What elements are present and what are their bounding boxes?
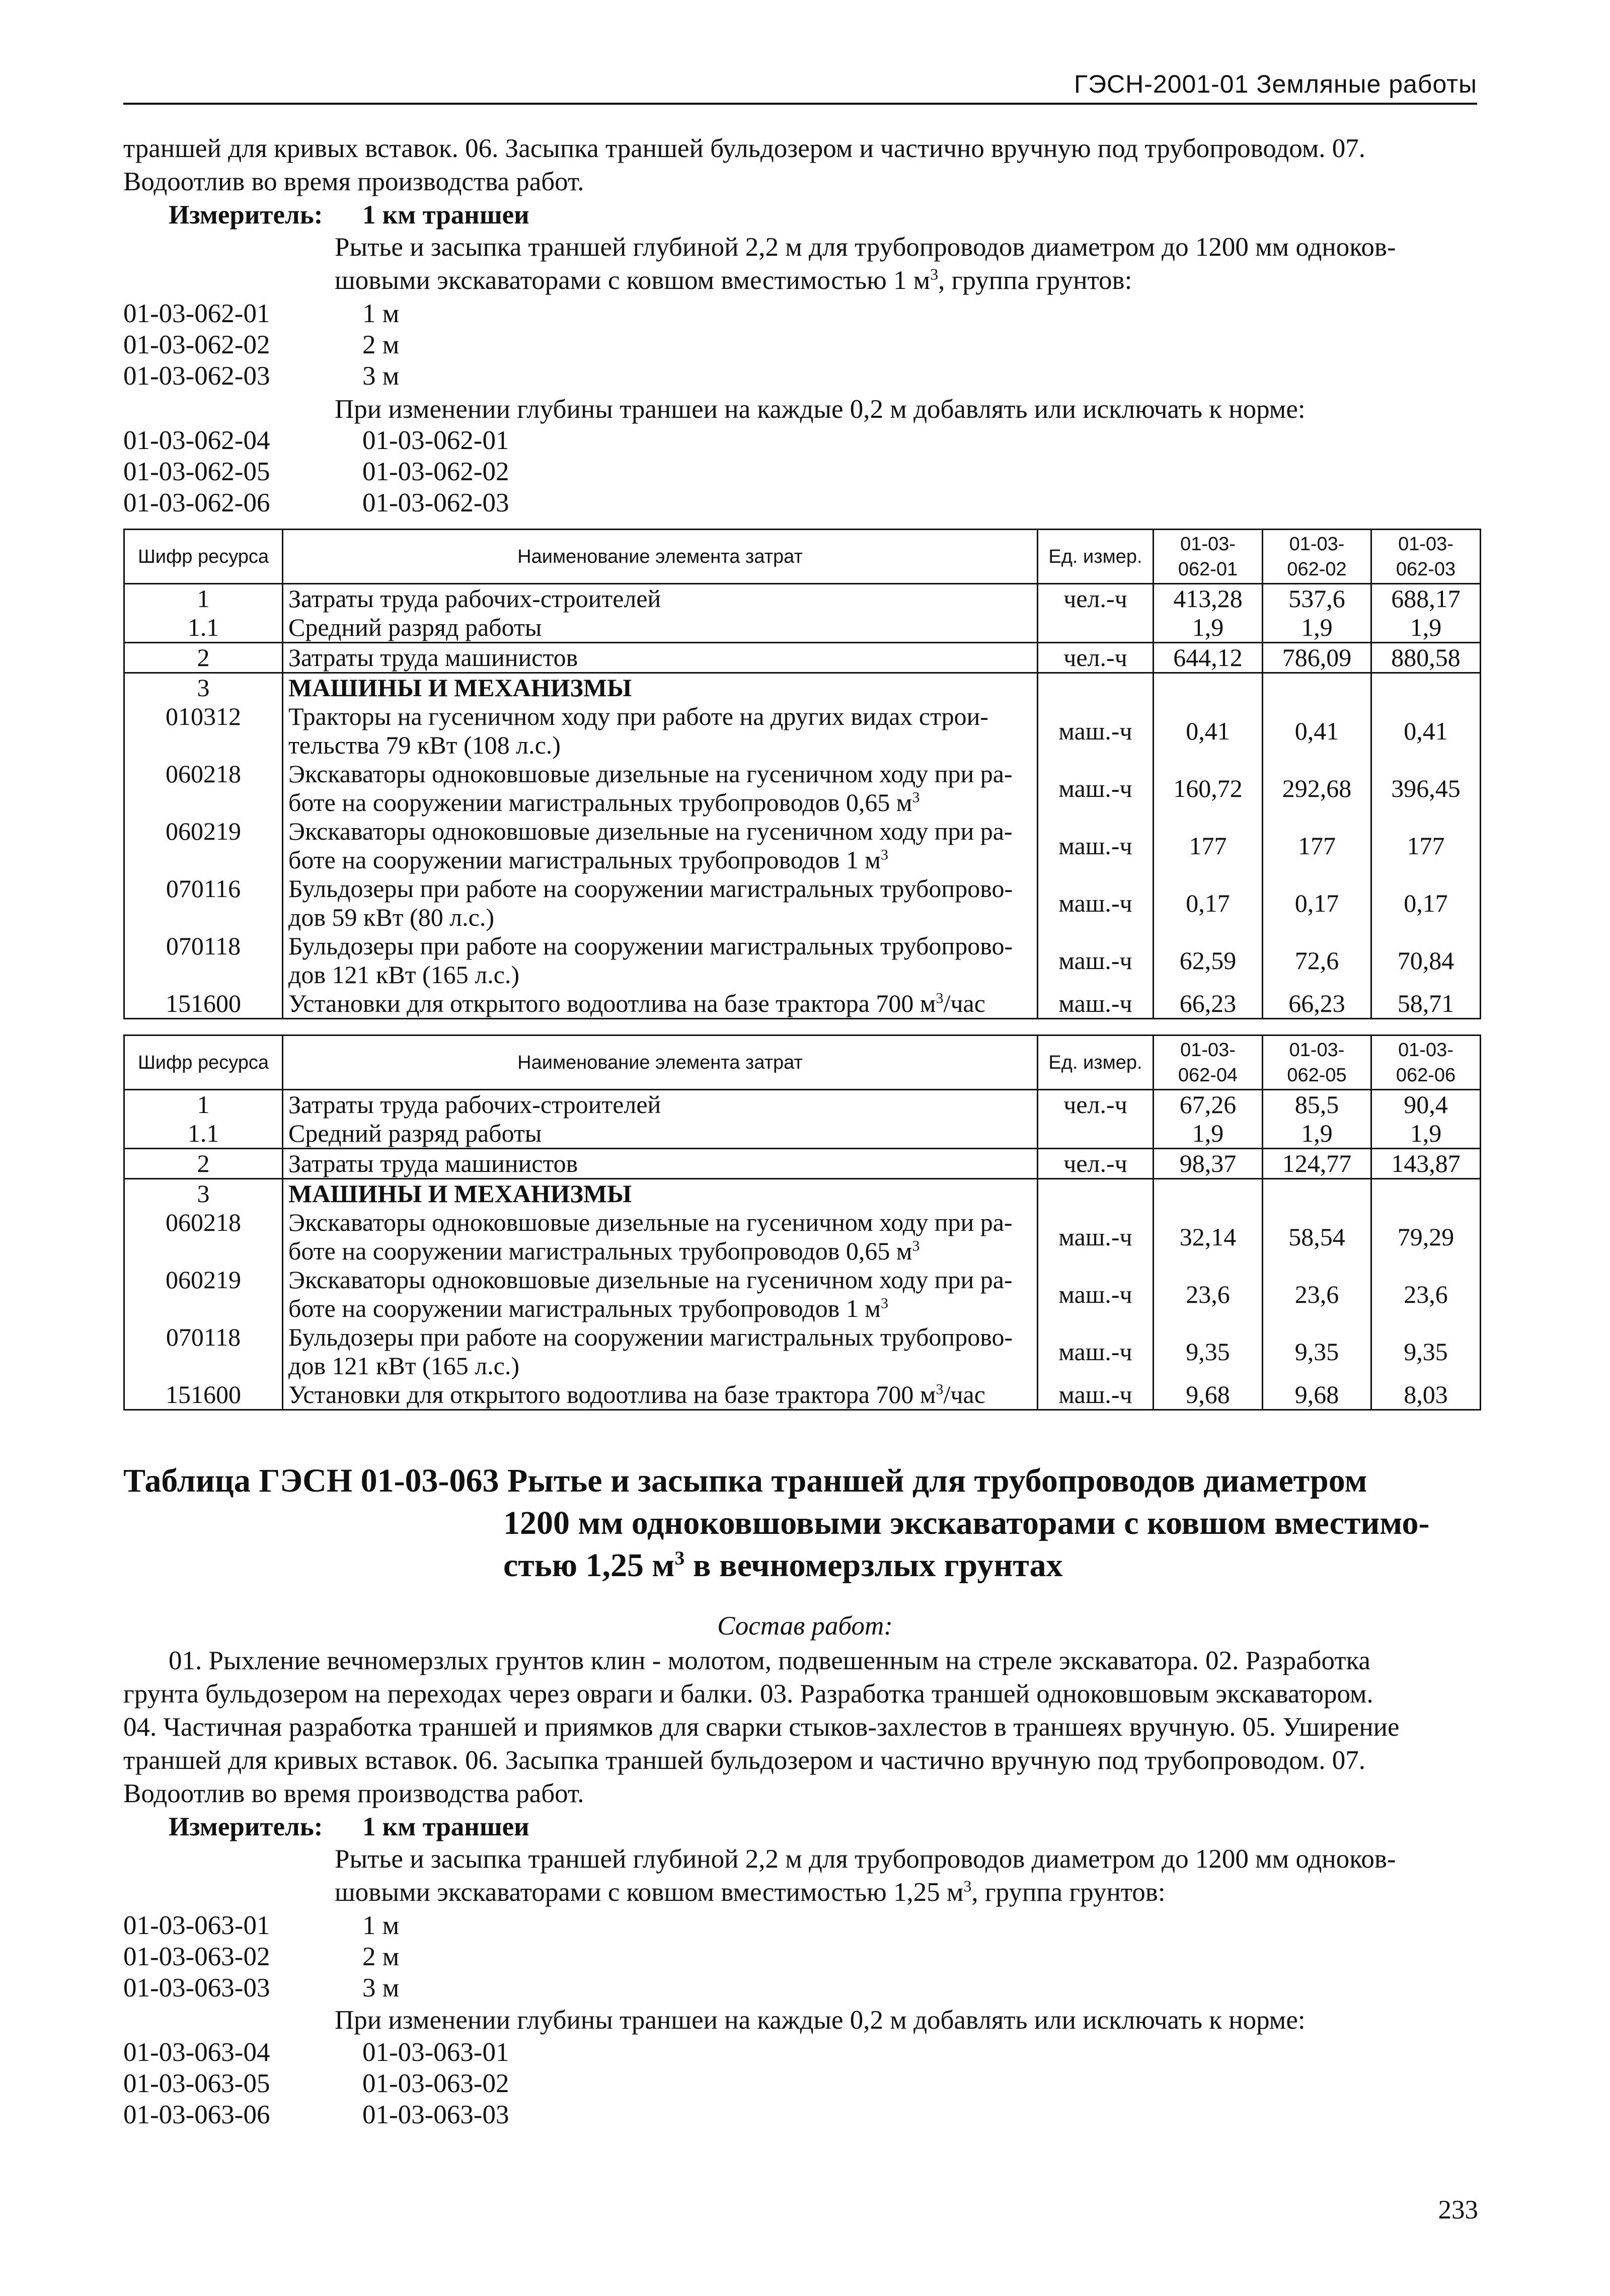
- row-value: 9,68: [1263, 1380, 1371, 1410]
- row-name: Бульдозеры при работе на сооружении магистральных трубопрово- дов 121 кВт (165 л.с.): [283, 932, 1038, 989]
- row-value: 1,9: [1371, 613, 1481, 643]
- row-name: Затраты труда машинистов: [283, 643, 1038, 673]
- row-value: [1371, 1179, 1481, 1209]
- row-name: Затраты труда машинистов: [283, 1149, 1038, 1179]
- row-code: 010312: [124, 702, 283, 760]
- row-value: 177: [1371, 817, 1481, 874]
- adjust-ref: 01-03-062-03: [362, 488, 509, 517]
- row-value: 786,09: [1263, 643, 1371, 673]
- norm-group: 3 м: [362, 361, 400, 391]
- table-row: [124, 817, 1481, 874]
- adjust-code: 01-03-062-06: [123, 488, 270, 517]
- col-header-norm: 01-03- 062-01: [1154, 530, 1263, 584]
- row-value: 23,6: [1154, 1266, 1263, 1323]
- row-value: 8,03: [1371, 1380, 1481, 1410]
- row-name: Тракторы на гусеничном ходу при работе на других видах строи- тельства 79 кВт (108 л.с.): [283, 702, 1038, 760]
- row-value: [1154, 673, 1263, 703]
- row-value: 124,77: [1263, 1149, 1371, 1179]
- table-row-section: [124, 1179, 1481, 1209]
- row-value: 0,17: [1263, 874, 1371, 932]
- row-value: 9,35: [1263, 1323, 1371, 1380]
- row-unit: [1038, 1119, 1154, 1149]
- adjust-code: 01-03-063-06: [123, 2100, 270, 2129]
- col-header-norm: 01-03- 062-06: [1371, 1035, 1481, 1090]
- table-row: [124, 584, 1481, 614]
- adjust-code: 01-03-063-05: [123, 2069, 270, 2098]
- row-name: МАШИНЫ И МЕХАНИЗМЫ: [283, 673, 1038, 703]
- norm-code: 01-03-062-01: [123, 299, 270, 328]
- adjust-ref: 01-03-063-02: [362, 2069, 509, 2098]
- row-value: 9,68: [1154, 1380, 1263, 1410]
- col-header-norm: 01-03- 062-05: [1263, 1035, 1371, 1090]
- norm-description: Рытье и засыпка траншей глубиной 2,2 м для трубопроводов диаметром до 1200 мм одноков-: [335, 233, 1396, 262]
- row-unit: чел.-ч: [1038, 1149, 1154, 1179]
- row-value: 66,23: [1154, 989, 1263, 1019]
- col-header-code: Шифр ресурса: [124, 530, 283, 584]
- composition-line: траншей для кривых вставок. 06. Засыпка траншей бульдозером и частично вручную под трубопроводом. 07.: [123, 1746, 1366, 1775]
- row-unit: маш.-ч: [1038, 760, 1154, 817]
- row-name: Экскаваторы одноковшовые дизельные на гусеничном ходу при ра- боте на сооружении магистральных трубопроводов 0,65 $м^3$: [283, 760, 1038, 817]
- measure-value: 1 км траншеи: [362, 1812, 529, 1841]
- row-name: Экскаваторы одноковшовые дизельные на гусеничном ходу при ра- боте на сооружении магистральных трубопроводов 0,65 $м^3$: [283, 1208, 1038, 1266]
- row-value: 1,9: [1263, 1119, 1371, 1149]
- row-unit: маш.-ч: [1038, 1208, 1154, 1266]
- row-value: 98,37: [1154, 1149, 1263, 1179]
- col-header-name: Наименование элемента затрат: [283, 530, 1038, 584]
- table-row: [124, 613, 1481, 643]
- row-value: 32,14: [1154, 1208, 1263, 1266]
- resource-table-2: [123, 1034, 1481, 1411]
- row-value: 292,68: [1263, 760, 1371, 817]
- table-row: [124, 702, 1481, 760]
- row-unit: маш.-ч: [1038, 817, 1154, 874]
- row-value: 0,41: [1263, 702, 1371, 760]
- row-value: 1,9: [1154, 1119, 1263, 1149]
- row-value: 23,6: [1263, 1266, 1371, 1323]
- norm-group: 3 м: [362, 1973, 400, 2003]
- norm-group: 1 м: [362, 1911, 400, 1940]
- norm-group: 2 м: [362, 1942, 400, 1971]
- running-header-title: ГЭСН-2001-01 Земляные работы: [1074, 70, 1477, 98]
- row-value: [1154, 1179, 1263, 1209]
- row-value: 70,84: [1371, 932, 1481, 989]
- row-value: 160,72: [1154, 760, 1263, 817]
- row-name: Экскаваторы одноковшовые дизельные на гусеничном ходу при ра- боте на сооружении магистральных трубопроводов 1 $м^3$: [283, 1266, 1038, 1323]
- row-name: Установки для открытого водоотлива на базе трактора 700 $м^3$/час: [283, 1380, 1038, 1410]
- table-row: [124, 932, 1481, 989]
- row-value: 62,59: [1154, 932, 1263, 989]
- row-name: Средний разряд работы: [283, 1119, 1038, 1149]
- row-value: [1263, 673, 1371, 703]
- row-value: 688,17: [1371, 584, 1481, 614]
- norm-code: 01-03-063-02: [123, 1942, 270, 1971]
- row-value: 1,9: [1371, 1119, 1481, 1149]
- adjust-ref: 01-03-063-03: [362, 2100, 509, 2129]
- norm-description-2: шовыми экскаваторами с ковшом вместимостью 1 $м^3$, группа грунтов:: [335, 265, 1132, 295]
- row-code: 070118: [124, 1323, 283, 1380]
- row-unit: чел.-ч: [1038, 1090, 1154, 1120]
- intro-line: Водоотлив во время производства работ.: [123, 167, 584, 196]
- header-rule: [123, 103, 1477, 105]
- norm-description-2: шовыми экскаваторами с ковшом вместимостью 1,25 $м^3$, группа грунтов:: [335, 1877, 1166, 1907]
- row-value: 85,5: [1263, 1090, 1371, 1120]
- row-value: 413,28: [1154, 584, 1263, 614]
- table-row: [124, 989, 1481, 1019]
- table-row: [124, 1149, 1481, 1179]
- row-unit: маш.-ч: [1038, 874, 1154, 932]
- row-value: 90,4: [1371, 1090, 1481, 1120]
- row-code: 1: [124, 1090, 283, 1120]
- row-value: 1,9: [1263, 613, 1371, 643]
- row-value: 537,6: [1263, 584, 1371, 614]
- row-value: [1371, 673, 1481, 703]
- row-code: 1: [124, 584, 283, 614]
- row-code: 1.1: [124, 613, 283, 643]
- adjust-ref: 01-03-062-01: [362, 426, 509, 455]
- row-name: Бульдозеры при работе на сооружении магистральных трубопрово- дов 59 кВт (80 л.с.): [283, 874, 1038, 932]
- norm-group: 1 м: [362, 299, 400, 328]
- row-code: 060218: [124, 1208, 283, 1266]
- row-code: 070118: [124, 932, 283, 989]
- row-code: 060219: [124, 817, 283, 874]
- row-unit: маш.-ч: [1038, 1323, 1154, 1380]
- measure-label: Измеритель:: [169, 1812, 323, 1841]
- row-value: 880,58: [1371, 643, 1481, 673]
- table-row: [124, 1090, 1481, 1120]
- table-row: [124, 1380, 1481, 1410]
- table-row: [124, 643, 1481, 673]
- measure-label: Измеритель:: [169, 200, 323, 230]
- row-value: 0,17: [1371, 874, 1481, 932]
- norm-code: 01-03-062-02: [123, 330, 270, 359]
- table-row: [124, 1266, 1481, 1323]
- norm-code: 01-03-062-03: [123, 361, 270, 391]
- change-note: При изменении глубины траншеи на каждые 0,2 м добавлять или исключать к норме:: [335, 2006, 1306, 2035]
- row-unit: [1038, 673, 1154, 703]
- table-row: [124, 1323, 1481, 1380]
- measure-value: 1 км траншеи: [362, 200, 529, 230]
- composition-label: Состав работ:: [717, 1611, 893, 1641]
- table-row: [124, 1119, 1481, 1149]
- row-value: 396,45: [1371, 760, 1481, 817]
- row-unit: маш.-ч: [1038, 702, 1154, 760]
- row-value: 177: [1263, 817, 1371, 874]
- row-value: 79,29: [1371, 1208, 1481, 1266]
- row-unit: чел.-ч: [1038, 643, 1154, 673]
- adjust-code: 01-03-062-05: [123, 457, 270, 486]
- row-code: 3: [124, 673, 283, 703]
- table-row: [124, 874, 1481, 932]
- row-value: 143,87: [1371, 1149, 1481, 1179]
- row-name: Затраты труда рабочих-строителей: [283, 584, 1038, 614]
- row-name: Средний разряд работы: [283, 613, 1038, 643]
- intro-line: траншей для кривых вставок. 06. Засыпка траншей бульдозером и частично вручную под трубопроводом. 07.: [123, 134, 1366, 163]
- row-value: 66,23: [1263, 989, 1371, 1019]
- row-unit: маш.-ч: [1038, 1380, 1154, 1410]
- row-code: 060219: [124, 1266, 283, 1323]
- composition-line: Водоотлив во время производства работ.: [123, 1779, 584, 1808]
- col-header-norm: 01-03- 062-04: [1154, 1035, 1263, 1090]
- row-unit: [1038, 1179, 1154, 1209]
- adjust-ref: 01-03-063-01: [362, 2038, 509, 2067]
- row-name: Затраты труда рабочих-строителей: [283, 1090, 1038, 1120]
- page-number: 233: [1438, 2195, 1478, 2225]
- row-name: Бульдозеры при работе на сооружении магистральных трубопрово- дов 121 кВт (165 л.с.): [283, 1323, 1038, 1380]
- col-header-name: Наименование элемента затрат: [283, 1035, 1038, 1090]
- row-value: 9,35: [1154, 1323, 1263, 1380]
- resource-table-1: [123, 529, 1481, 1019]
- adjust-ref: 01-03-062-02: [362, 457, 509, 486]
- table-row-section: [124, 673, 1481, 703]
- norm-code: 01-03-063-01: [123, 1911, 270, 1940]
- col-header-code: Шифр ресурса: [124, 1035, 283, 1090]
- col-header-norm: 01-03- 062-02: [1263, 530, 1371, 584]
- table-row: [124, 1208, 1481, 1266]
- row-value: 23,6: [1371, 1266, 1481, 1323]
- row-unit: маш.-ч: [1038, 989, 1154, 1019]
- row-unit: чел.-ч: [1038, 584, 1154, 614]
- row-code: 151600: [124, 989, 283, 1019]
- adjust-code: 01-03-062-04: [123, 426, 270, 455]
- composition-line: 04. Частичная разработка траншей и приямков для сварки стыков-захлестов в траншеях вручную. 05. Уширение: [123, 1713, 1400, 1742]
- row-value: 67,26: [1154, 1090, 1263, 1120]
- row-code: 3: [124, 1179, 283, 1209]
- row-code: 1.1: [124, 1119, 283, 1149]
- row-value: 0,41: [1371, 702, 1481, 760]
- norm-group: 2 м: [362, 330, 400, 359]
- row-value: 58,71: [1371, 989, 1481, 1019]
- row-code: 070116: [124, 874, 283, 932]
- row-value: [1263, 1179, 1371, 1209]
- row-value: 72,6: [1263, 932, 1371, 989]
- composition-line: грунта бульдозером на переходах через овраги и балки. 03. Разработка траншей одноковшовым экскаватором.: [123, 1679, 1373, 1709]
- row-unit: маш.-ч: [1038, 1266, 1154, 1323]
- col-header-unit: Ед. измер.: [1038, 530, 1154, 584]
- row-code: 2: [124, 1149, 283, 1179]
- row-code: 151600: [124, 1380, 283, 1410]
- change-note: При изменении глубины траншеи на каждые 0,2 м добавлять или исключать к норме:: [335, 395, 1306, 424]
- row-name: Экскаваторы одноковшовые дизельные на гусеничном ходу при ра- боте на сооружении магистральных трубопроводов 1 $м^3$: [283, 817, 1038, 874]
- row-value: 58,54: [1263, 1208, 1371, 1266]
- row-name: Установки для открытого водоотлива на базе трактора 700 $м^3$/час: [283, 989, 1038, 1019]
- table-row: [124, 760, 1481, 817]
- col-header-norm: 01-03- 062-03: [1371, 530, 1481, 584]
- norm-description: Рытье и засыпка траншей глубиной 2,2 м для трубопроводов диаметром до 1200 мм одноков-: [335, 1844, 1396, 1874]
- composition-line: 01. Рыхление вечномерзлых грунтов клин - молотом, подвешенным на стреле экскаватора. 02. Разработка: [169, 1646, 1370, 1675]
- row-value: 0,41: [1154, 702, 1263, 760]
- row-unit: [1038, 613, 1154, 643]
- row-code: 060218: [124, 760, 283, 817]
- row-value: 644,12: [1154, 643, 1263, 673]
- col-header-unit: Ед. измер.: [1038, 1035, 1154, 1090]
- running-header: [123, 69, 1477, 110]
- row-value: 9,35: [1371, 1323, 1481, 1380]
- row-unit: маш.-ч: [1038, 932, 1154, 989]
- row-value: 1,9: [1154, 613, 1263, 643]
- row-name: МАШИНЫ И МЕХАНИЗМЫ: [283, 1179, 1038, 1209]
- row-value: 177: [1154, 817, 1263, 874]
- row-value: 0,17: [1154, 874, 1263, 932]
- row-code: 2: [124, 643, 283, 673]
- norm-code: 01-03-063-03: [123, 1973, 270, 2003]
- section-title: Таблица ГЭСН 01-03-063 Рытье и засыпка траншей для трубопроводов диаметром 1200 мм одноковшовыми экскаваторами с ковшом вместимо- стью 1,25 $м^3$ в вечномерзлых грунтах: [123, 1462, 1430, 1584]
- adjust-code: 01-03-063-04: [123, 2038, 270, 2067]
